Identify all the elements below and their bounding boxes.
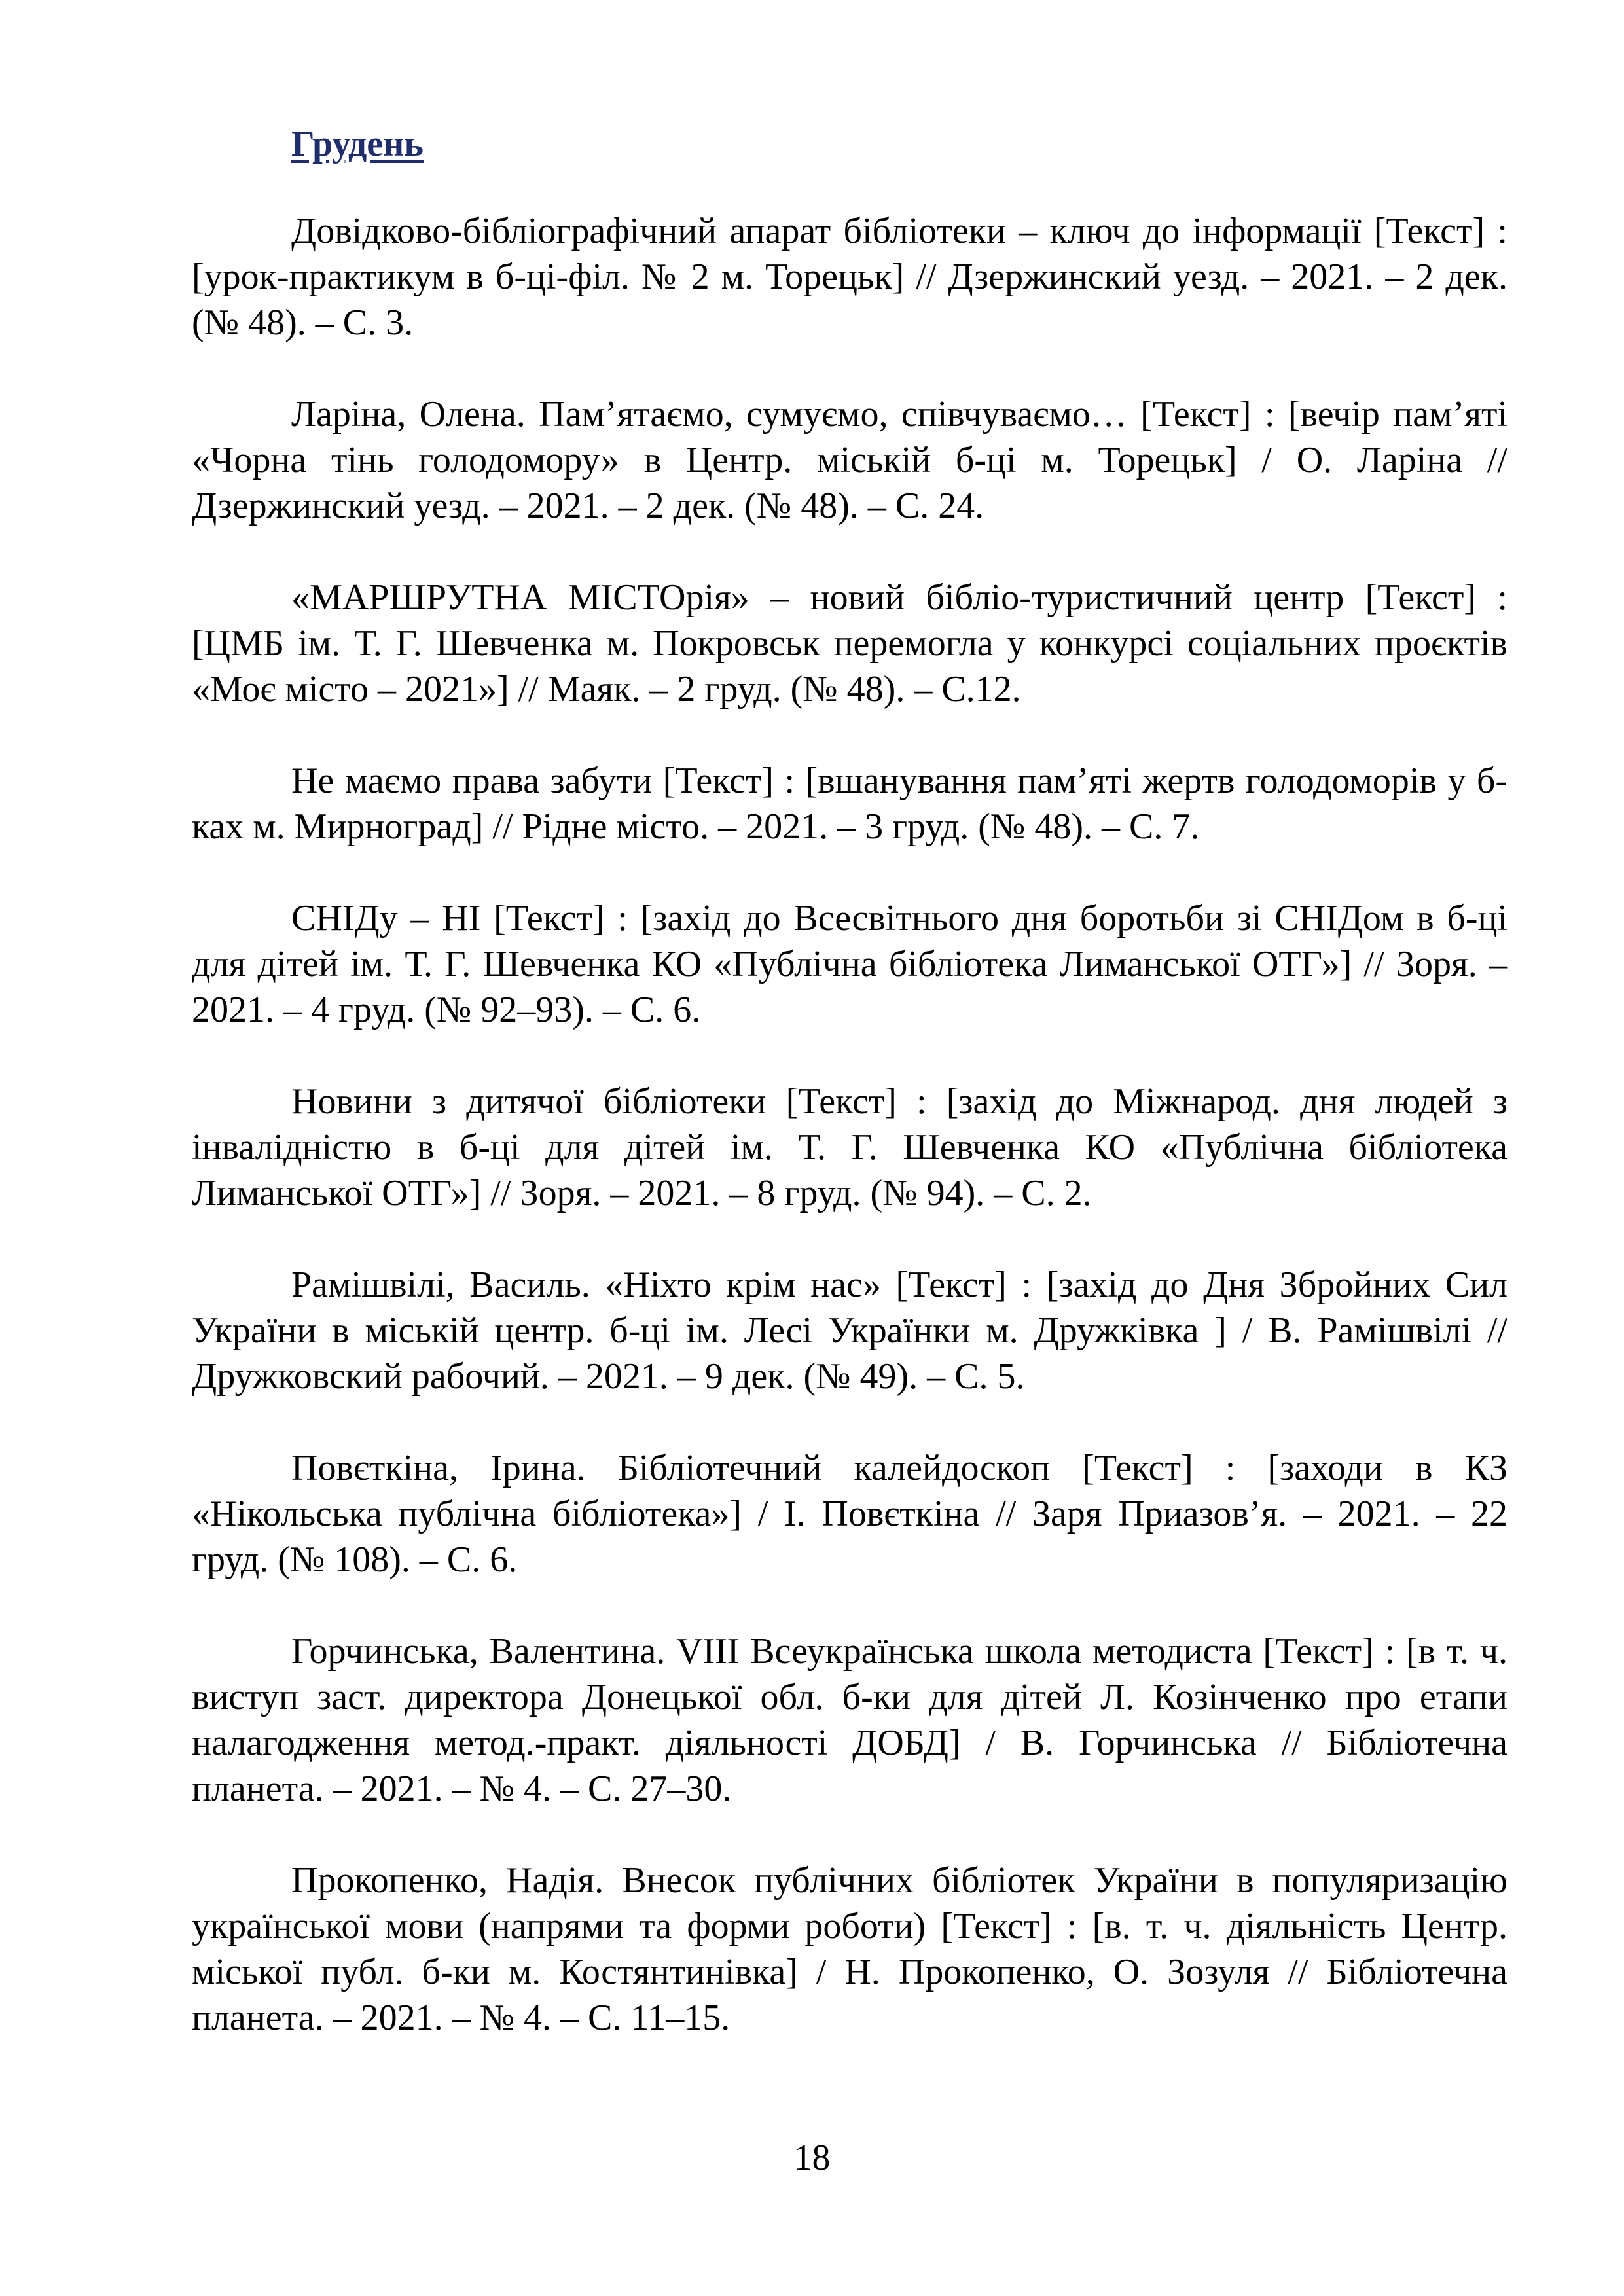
bibliography-entry: Прокопенко, Надія. Внесок публічних бібліотек України в популяризацію української мови (напрями та форми роботи) [Текст] : [в. т. ч. діяльність Центр. міської публ. б-ки м. Костянтинівка] / Н. Прокопенко, О. Зозуля // Бібліотечна планета. – 2021. – № 4. – С. 11–15.: [192, 1860, 1507, 2038]
bibliography-entry: Довідково-бібліографічний апарат бібліотеки – ключ до інформації [Текст] : [урок-практикум в б-ці-філ. № 2 м. Торецьк] // Дзержинский уезд. – 2021. – 2 дек. (№ 48). – С. 3.: [192, 211, 1507, 343]
bibliography-entry: «МАРШРУТНА МІСТОрія» – новий бібліо-туристичний центр [Текст] : [ЦМБ ім. Т. Г. Шевченка м. Покровськ перемогла у конкурсі соціальних проєктів «Моє місто – 2021»] // Маяк. – 2 груд. (№ 48). – С.12.: [192, 577, 1507, 709]
bibliography-entry: Ларіна, Олена. Пам’ятаємо, сумуємо, співчуваємо… [Текст] : [вечір пам’яті «Чорна тінь голодомору» в Центр. міській б-ці м. Торецьк] / О. Ларіна // Дзержинский уезд. – 2021. – 2 дек. (№ 48). – С. 24.: [192, 394, 1507, 526]
bibliography-entry: Горчинська, Валентина. VIII Всеукраїнська школа методиста [Текст] : [в т. ч. виступ заст. директора Донецької обл. б-ки для дітей Л. Козінченко про етапи налагодження метод.-практ. діяльності ДОБД] / В. Горчинська // Бібліотечна планета. – 2021. – № 4. – С. 27–30.: [192, 1631, 1507, 1809]
section-heading: Грудень: [291, 124, 424, 164]
bibliography-entry: Рамішвілі, Василь. «Ніхто крім нас» [Текст] : [захід до Дня Збройних Сил України в міській центр. б-ці ім. Лесі Українки м. Дружківка ] / В. Рамішвілі // Дружковский рабочий. – 2021. – 9 дек. (№ 49). – С. 5.: [192, 1265, 1507, 1397]
bibliography-entry: Не маємо права забути [Текст] : [вшанування пам’яті жертв голодоморів у б-ках м. Мирноград] // Рідне місто. – 2021. – 3 груд. (№ 48). – С. 7.: [192, 761, 1507, 847]
bibliography-list: [192, 208, 1507, 2087]
bibliography-entry: СНІДу – НІ [Текст] : [захід до Всесвітнього дня боротьби зі СНІДом в б-ці для дітей ім. Т. Г. Шевченка КО «Публічна бібліотека Лиманської ОТГ»] // Зоря. – 2021. – 4 груд. (№ 92–93). – С. 6.: [192, 898, 1507, 1030]
bibliography-entry: Новини з дитячої бібліотеки [Текст] : [захід до Міжнарод. дня людей з інвалідністю в б-ці для дітей ім. Т. Г. Шевченка КО «Публічна бібліотека Лиманської ОТГ»] // Зоря. – 2021. – 8 груд. (№ 94). – С. 2.: [192, 1081, 1507, 1213]
page-number: 18: [793, 2138, 831, 2178]
bibliography-entry: Повєткіна, Ірина. Бібліотечний калейдоскоп [Текст] : [заходи в КЗ «Нікольська публічна бібліотека»] / І. Повєткіна // Заря Приазов’я. – 2021. – 22 груд. (№ 108). – С. 6.: [192, 1448, 1507, 1580]
